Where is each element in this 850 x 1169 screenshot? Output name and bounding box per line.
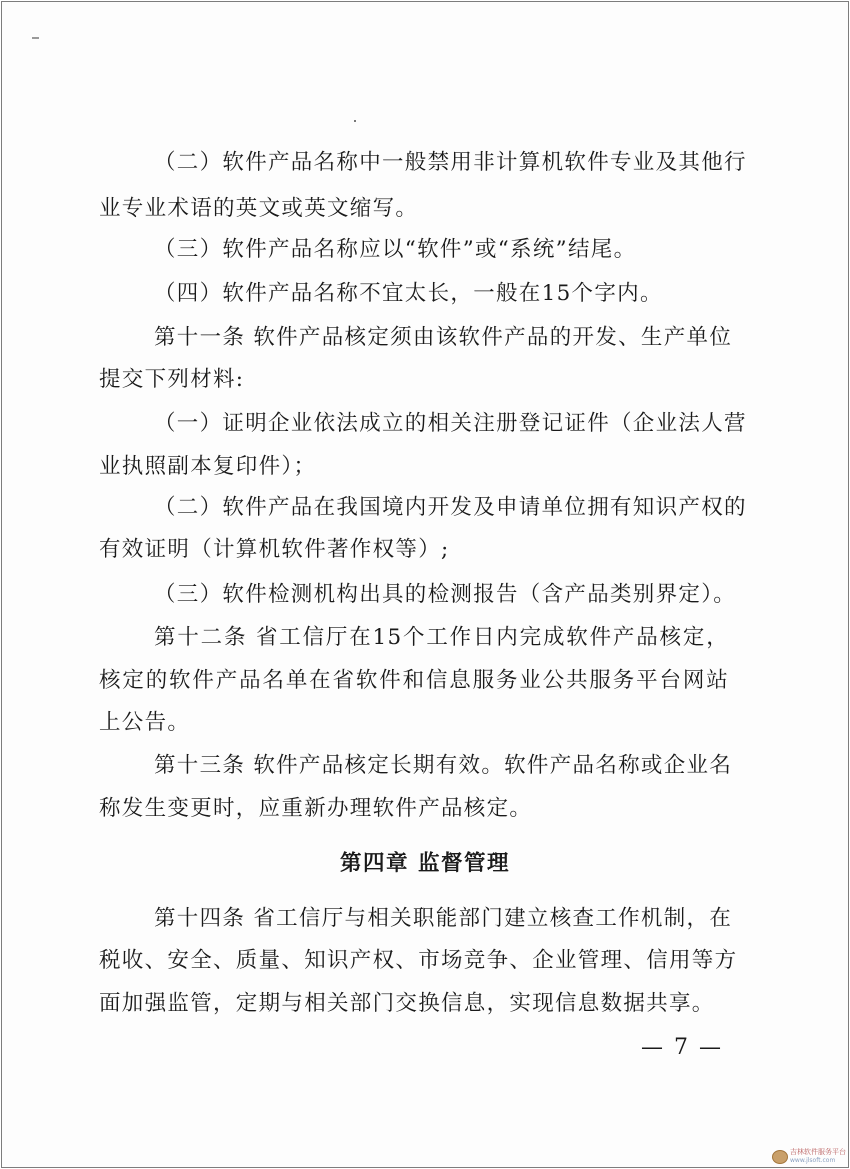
watermark <box>772 1148 846 1165</box>
text-line: （三）软件产品名称应以“软件”或“系统”结尾。 <box>154 237 637 262</box>
text-line: 第十一条 软件产品核定须由该软件产品的开发、生产单位 <box>154 325 733 350</box>
watermark-url: www.jlsoft.com <box>790 1157 836 1164</box>
text-line: 业执照副本复印件）； <box>99 454 317 479</box>
text-line: 第十四条 省工信厅与相关职能部门建立核查工作机制，在 <box>154 906 733 931</box>
watermark-text: 吉林软件服务平台 <box>790 1148 846 1156</box>
text-line: （二）软件产品在我国境内开发及申请单位拥有知识产权的 <box>154 495 747 520</box>
text-line: 面加强监管，定期与相关部门交换信息，实现信息数据共享。 <box>99 991 715 1016</box>
text-line: （一）证明企业依法成立的相关注册登记证件（企业法人营 <box>154 411 747 436</box>
text-line: 上公告。 <box>99 710 191 735</box>
document-page <box>1 1 849 1168</box>
chapter-heading: 第四章 监督管理 <box>340 851 510 876</box>
text-line: 称发生变更时，应重新办理软件产品核定。 <box>99 796 533 821</box>
text-line: 有效证明（计算机软件著作权等）; <box>99 537 450 562</box>
text-line: （三）软件检测机构出具的检测报告（含产品类别界定）。 <box>154 582 737 607</box>
text-line: 第十三条 软件产品核定长期有效。软件产品名称或企业名 <box>154 753 733 778</box>
text-line: 第十二条 省工信厅在15个工作日内完成软件产品核定， <box>154 625 729 650</box>
page-number: — 7 — <box>641 1035 723 1060</box>
text-line: （二）软件产品名称中一般禁用非计算机软件专业及其他行 <box>154 150 747 175</box>
text-line: 业专业术语的英文或英文缩写。 <box>99 196 419 221</box>
text-line: （四）软件产品名称不宜太长，一般在15个字内。 <box>154 281 663 306</box>
watermark-label <box>790 1148 846 1165</box>
text-line: 核定的软件产品名单在省软件和信息服务业公共服务平台网站 <box>99 668 729 693</box>
scan-dot <box>354 120 356 122</box>
watermark-logo-icon <box>772 1150 788 1164</box>
text-line: 提交下列材料: <box>99 367 245 392</box>
text-line: 税收、安全、质量、知识产权、市场竞争、企业管理、信用等方 <box>99 948 738 973</box>
scan-mark <box>32 37 39 39</box>
